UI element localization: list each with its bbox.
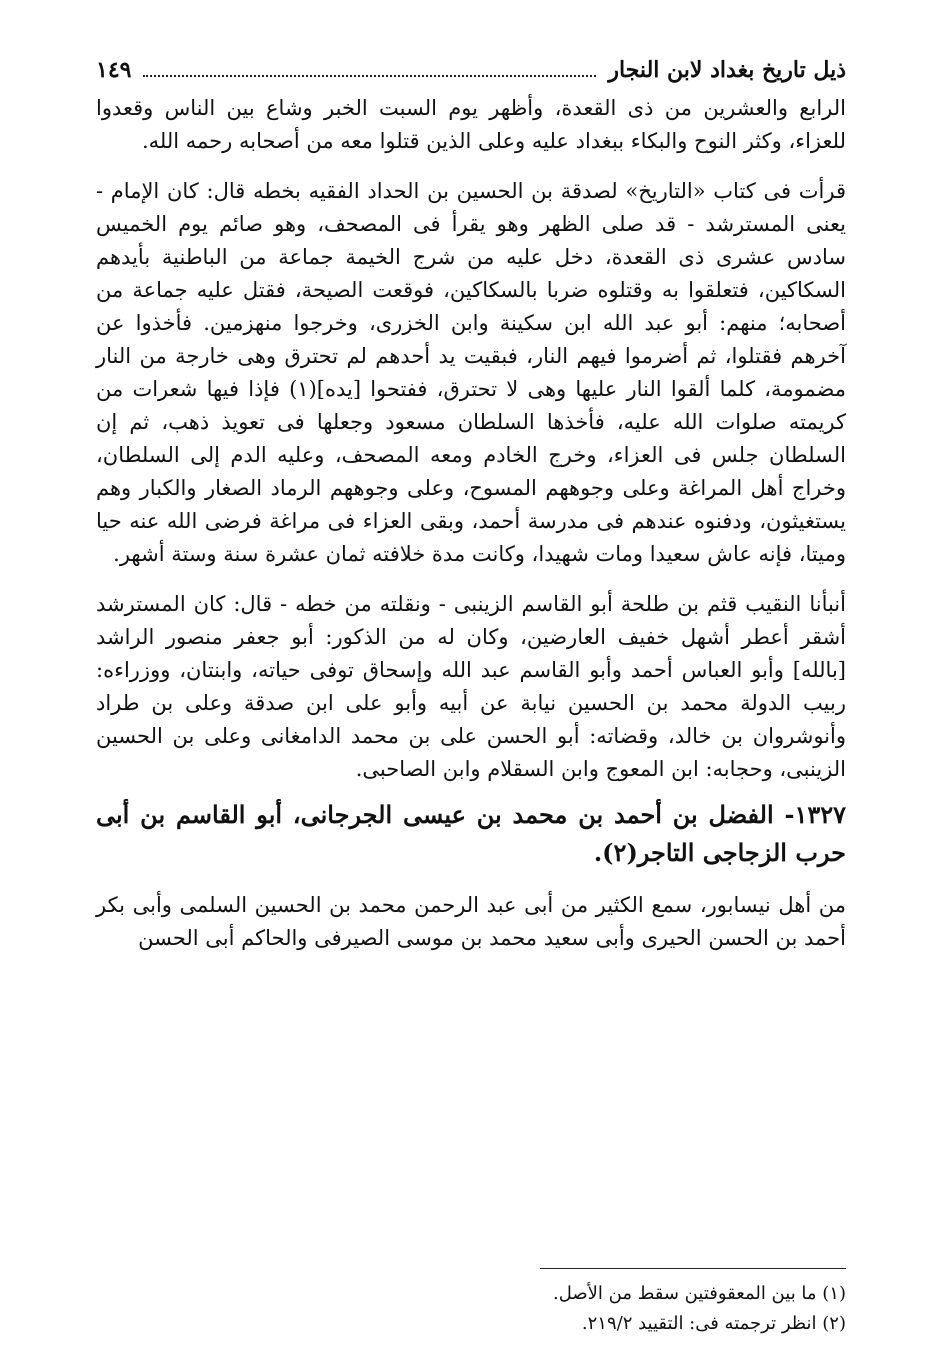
entry-heading: ١٣٢٧- الفضل بن أحمد بن محمد بن عيسى الجرجانى، أبو القاسم بن أبى حرب الزجاجى التاجر(٢). xyxy=(96,800,846,867)
paragraph-assassination-account: قرأت فى كتاب «التاريخ» لصدقة بن الحسين بن الحداد الفقيه بخطه قال: كان الإمام - يعنى المسترشد - قد صلى الظهر وهو يقرأ فى المصحف، وهو صائم يوم الخميس سادس عشرى ذى القعدة، دخل عليه من شرج الخيمة جماعة من الباطنية بأيدهم السكاكين، فتعلقوا به وقتلوه ضربا بالسكاكين، فوقعت الصيحة، فقتل عليه جماعة من أصحابه؛ منهم: أبو عبد الله ابن سكينة وابن الخزرى، وخرجوا منهزمين. فأخذوا عن آخرهم فقتلوا، ثم أضرموا فيهم النار، فبقيت يد أحدهم لم تحترق وهى خارجة من النار مضمومة، كلما ألقوا النار عليها وهى لا تحترق، ففتحوا [يده](١) فإذا فيها شعرات من كريمته صلوات الله عليه، فأخذها السلطان مسعود وجعلها فى تعويذ ذهب، ثم إن السلطان جلس فى العزاء، وخرج الخادم ومعه المصحف، وعليه الدم إلى السلطان، وخراج أهل المراغة وعلى وجوههم المسوح، وعلى وجوههم الرماد الصغار والكبار وهم يستغيثون، ودفنوه عندهم فى مدرسة أحمد، وبقى العزاء فى مراغة فرضى الله عنه حيا وميتا، فإنه عاش سعيدا ومات شهيدا، وكانت مدة خلافته ثمان عشرة سنة وستة أشهر. xyxy=(96,179,847,566)
paragraph-gap xyxy=(96,786,846,796)
paragraph-gap xyxy=(96,571,846,588)
footnote-2: (٢) انظر ترجمته فى: التقييد ٢١٩/٢. xyxy=(581,1313,846,1334)
running-header xyxy=(96,50,846,90)
paragraph-description-family: أنبأنا النقيب قثم بن طلحة أبو القاسم الزينبى - ونقلته من خطه - قال: كان المسترشد أشقر أعطر أشهل خفيف العارضين، وكان له من الذكور: أبو جعفر منصور الراشد [بالله] وأبو العباس أحمد وأبو القاسم عبد الله وإسحاق توفى حياته، وابنتان، ووزراءه: ربيب الدولة محمد بن الحسين نيابة عن أبيه وأبو على ابن صدقة وعلى بن طراد وأنوشروان بن خالد، وقضاته: أبو الحسن على بن محمد الدامغانى وعلى بن الحسين الزينبى، وحجابه: ابن المعوج وابن السقلام وابن الصاحبى. xyxy=(96,592,846,781)
footnotes xyxy=(540,1268,846,1339)
paragraph-gap xyxy=(96,158,846,175)
book-title: ذيل تاريخ بغداد لابن النجار xyxy=(608,57,846,83)
book-page xyxy=(96,50,846,955)
page-number: ١٤٩ xyxy=(96,57,132,83)
entry-body: من أهل نيسابور، سمع الكثير من أبى عبد الرحمن محمد بن الحسين السلمى وأبى بكر أحمد بن الحسن الحيرى وأبى سعيد محمد بن موسى الصيرفى والحاكم أبى الحسن xyxy=(96,893,846,950)
paragraph-gap xyxy=(96,872,846,889)
leader-dots xyxy=(143,53,596,77)
paragraph-continuation: الرابع والعشرين من ذى القعدة، وأظهر يوم السبت الخبر وشاع بين الناس وقعدوا للعزاء، وكثر النوح والبكاء ببغداد عليه وعلى الذين قتلوا معه من أصحابه رحمه الله. xyxy=(96,96,846,153)
footnote-1: (١) ما بين المعقوفتين سقط من الأصل. xyxy=(553,1283,846,1304)
